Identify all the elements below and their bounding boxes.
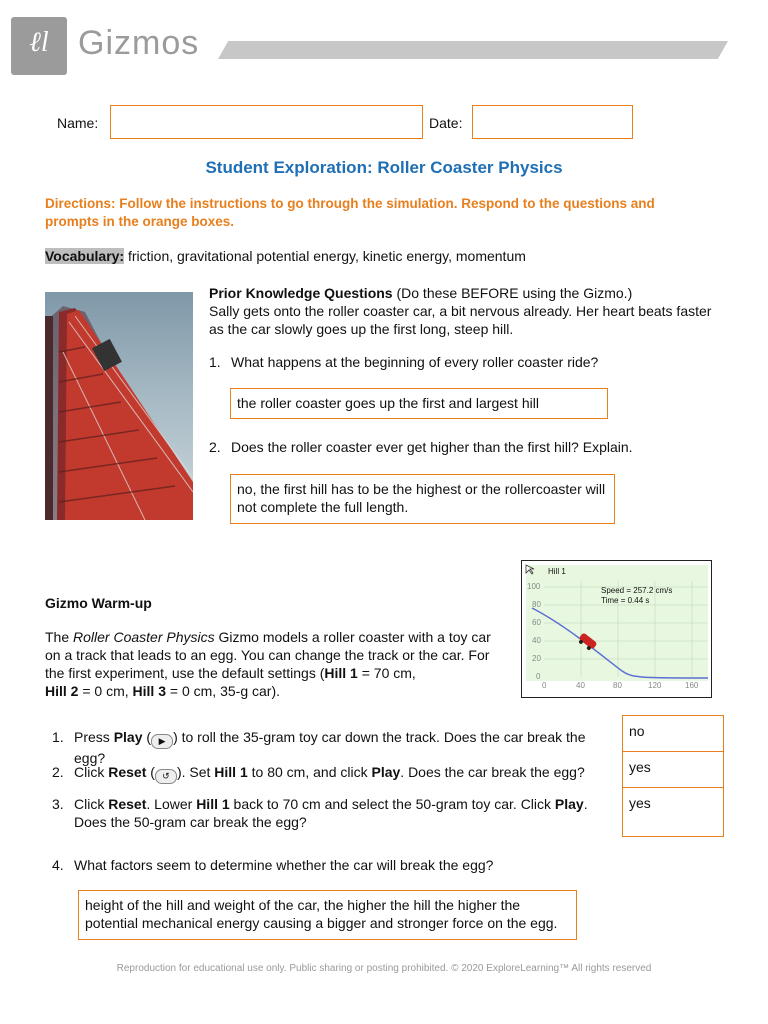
question-1-text: What happens at the beginning of every roller coaster ride? [231, 354, 599, 370]
gizmo-speed-readout: Speed = 257.2 cm/s [601, 586, 673, 595]
gizmos-logo [11, 17, 67, 75]
item-text: ) to roll the 35-gram toy car down the track. Does the car break the egg? [74, 729, 586, 766]
y-tick-label: 20 [532, 654, 541, 663]
prior-knowledge-note: (Do these BEFORE using the Gizmo.) [392, 285, 633, 301]
y-tick-label: 80 [532, 600, 541, 609]
item-text: Press [74, 729, 114, 745]
gizmo-screenshot [521, 560, 712, 698]
prior-knowledge-intro: Sally gets onto the roller coaster car, a bit nervous already. Her heart beats faster as the car slowly goes up the first long, steep hill. [209, 303, 712, 337]
gizmo-time-readout: Time = 0.44 s [601, 596, 650, 605]
date-field[interactable] [472, 105, 633, 139]
hill-2-value: = 0 cm, [78, 683, 133, 699]
hill-1-value: = 70 cm, [357, 665, 416, 681]
page-title: Student Exploration: Roller Coaster Physics [205, 158, 563, 177]
directions-text: Directions: Follow the instructions to go through the simulation. Respond to the questions and prompts in the orange boxes. [45, 196, 655, 229]
question-2-text: Does the roller coaster ever get higher than the first hill? Explain. [231, 439, 633, 455]
warmup-item-2-number: 2. [52, 764, 64, 780]
warmup-answer-4[interactable]: height of the hill and weight of the car, the higher the hill the higher the potential mechanical energy causing a bigger and stronger force on the egg. [78, 890, 577, 940]
roller-coaster-photo [45, 292, 193, 520]
warmup-answer-3[interactable]: yes [622, 787, 724, 837]
answer-1-box[interactable]: the roller coaster goes up the first and largest hill [230, 388, 608, 419]
prior-knowledge-block [209, 284, 729, 338]
gizmo-graph-title: Hill 1 [548, 567, 566, 576]
warmup-item-3-text [74, 795, 619, 831]
warmup-answer-2[interactable]: yes [622, 751, 724, 788]
hill-1-label: Hill 1 [214, 764, 248, 780]
warmup-item-1-number: 1. [52, 729, 64, 745]
warmup-text: The [45, 629, 74, 645]
play-label: Play [371, 764, 401, 780]
reset-label: Reset [108, 796, 147, 812]
reset-icon: ↺ [155, 769, 177, 784]
item-text: . Does the 50-gram car break the egg? [74, 796, 588, 830]
item-text: Click [74, 764, 109, 780]
vocabulary-label: Vocabulary: [45, 248, 125, 264]
warmup-answer-1[interactable]: no [622, 715, 724, 752]
name-field[interactable] [110, 105, 423, 139]
hill-3-value: = 0 cm, 35-g car). [166, 683, 280, 699]
brand-name: Gizmos [78, 24, 200, 62]
x-tick-label: 0 [542, 681, 547, 690]
question-2-number: 2. [209, 439, 221, 455]
warmup-item-2-text [74, 763, 619, 784]
play-label: Play [554, 796, 584, 812]
hill-3-label: Hill 3 [132, 683, 167, 699]
item-text: Click [74, 796, 109, 812]
vocabulary-line [45, 248, 526, 264]
prior-knowledge-heading: Prior Knowledge Questions [209, 285, 393, 301]
hill-2-label: Hill 2 [45, 683, 79, 699]
question-1-number: 1. [209, 354, 221, 370]
y-tick-label: 0 [536, 672, 541, 681]
vocabulary-terms: friction, gravitational potential energy, kinetic energy, momentum [124, 248, 526, 264]
item-text: . Does the car break the egg? [400, 764, 585, 780]
gizmo-name: Roller Coaster Physics [73, 629, 215, 645]
answer-2-box[interactable]: no, the first hill has to be the highest or the rollercoaster will not complete the full length. [230, 474, 615, 524]
logo-mark-icon: ℓl [29, 27, 49, 58]
date-label: Date: [429, 115, 463, 131]
x-tick-label: 120 [648, 681, 662, 690]
y-tick-label: 60 [532, 618, 541, 627]
item-text: ). Set [176, 764, 215, 780]
y-tick-label: 40 [532, 636, 541, 645]
warmup-q4-number: 4. [52, 857, 64, 873]
play-icon: ▶ [151, 734, 173, 749]
warmup-q4-text: What factors seem to determine whether the car will break the egg? [74, 857, 494, 873]
footer-copyright: Reproduction for educational use only. Public sharing or posting prohibited. © 2020 ExploreLearning™ All rights reserved [116, 963, 652, 974]
header-bar [218, 41, 728, 59]
item-text: to 80 cm, and click [247, 764, 372, 780]
play-label: Play [113, 729, 143, 745]
item-text: back to 70 cm and select the 50-gram toy car. Click [229, 796, 555, 812]
warmup-paragraph [45, 628, 508, 700]
x-tick-label: 40 [576, 681, 585, 690]
item-text: ( [146, 764, 155, 780]
warmup-item-3-number: 3. [52, 796, 64, 812]
x-tick-label: 160 [685, 681, 699, 690]
item-text: . Lower [146, 796, 197, 812]
warmup-item-1-text [74, 728, 619, 767]
item-text: ( [142, 729, 152, 745]
warmup-text: Gizmo models a roller coaster with a toy car on a track that leads to an egg. You can change the track or the car. For the first experiment, use the default settings ( [45, 629, 491, 681]
warmup-heading: Gizmo Warm-up [45, 595, 152, 611]
x-tick-label: 80 [613, 681, 622, 690]
reset-label: Reset [108, 764, 147, 780]
name-label: Name: [57, 115, 99, 131]
hill-1-label: Hill 1 [324, 665, 358, 681]
y-tick-label: 100 [527, 582, 541, 591]
hill-1-label: Hill 1 [196, 796, 230, 812]
